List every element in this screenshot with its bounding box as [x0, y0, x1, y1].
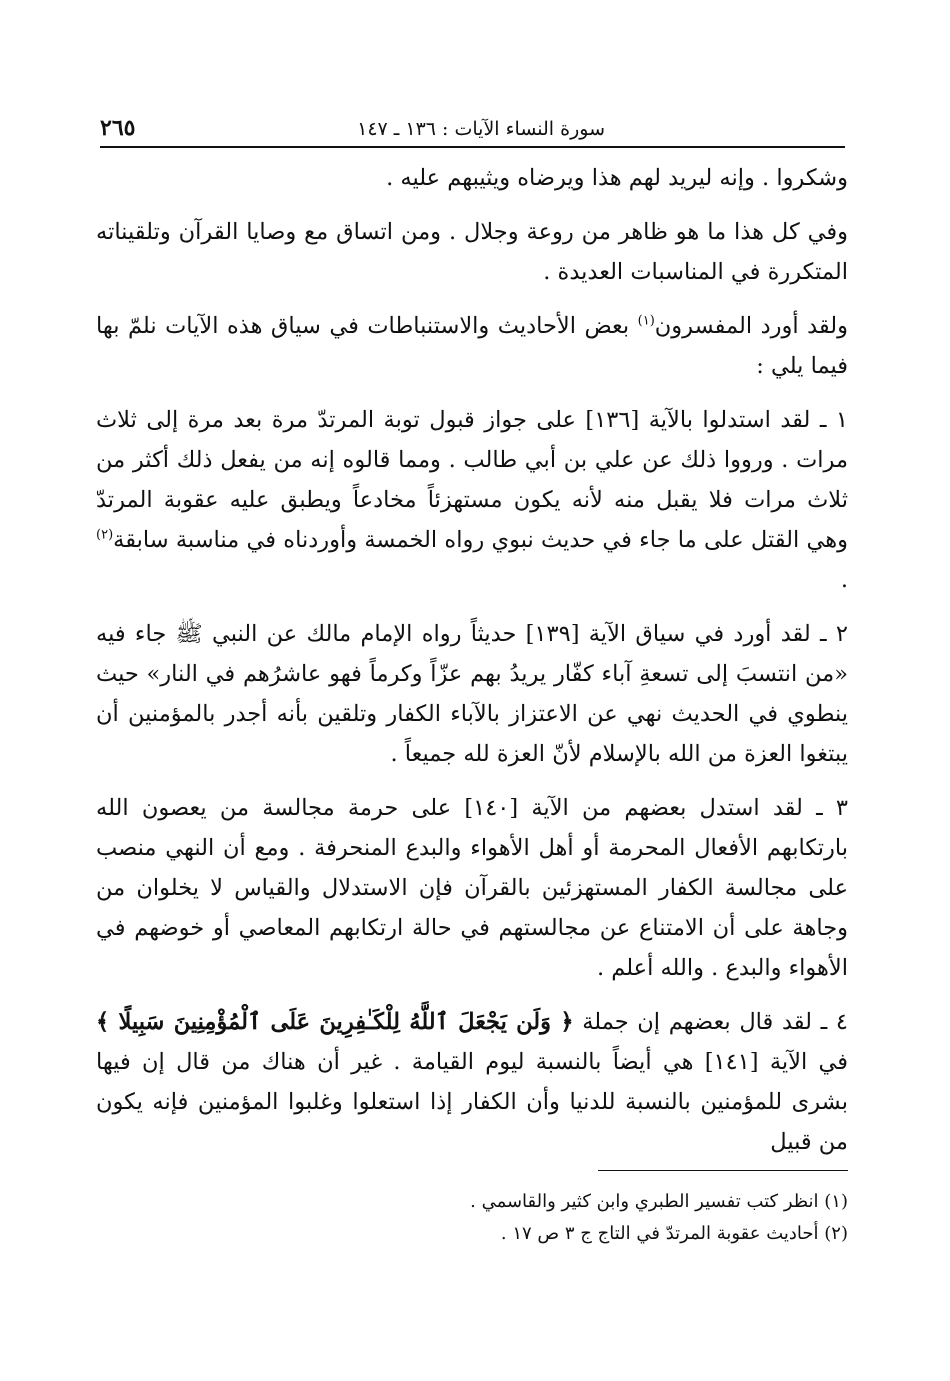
paragraph-6: ٣ ـ لقد استدل بعضهم من الآية [١٤٠] على حرمة مجالسة من يعصون الله بارتكابهم الأفعال المحرمة أو أهل الأهواء والبدع المنحرفة . ومع أن النهي منصب على مجالسة الكفار المستهزئين بالقرآن فإن الاستدلال والقياس لا يخلوان من وجاهة على أن الامتناع عن مجالستهم في حالة ارتكابهم المعاصي أو خوضهم في الأهواء والبدع . والله أعلم . [96, 795, 848, 981]
footnotes [96, 1186, 848, 1250]
page-header [100, 112, 845, 148]
paragraph-2: وفي كل هذا ما هو ظاهر من روعة وجلال . ومن اتساق مع وصايا القرآن وتلقيناته المتكررة في المناسبات العديدة . [96, 219, 848, 285]
paragraph-7-text-a: ٤ ـ لقد قال بعضهم إن جملة [573, 1009, 848, 1035]
paragraph-7-text-b: في الآية [١٤١] هي أيضاً بالنسبة ليوم القيامة . غير أن هناك من قال إن فيها بشرى للمؤمنين بالنسبة للدنيا وأن الكفار إذا استعلوا وغلبوا المؤمنين فإنه يكون من قبيل [96, 1049, 848, 1155]
page-number: ٢٦٥ [100, 115, 136, 141]
paragraph-3 [96, 306, 848, 386]
paragraph-4-text-a: ١ ـ لقد استدلوا بالآية [١٣٦] على جواز قبول توبة المرتدّ مرة بعد مرة إلى ثلاث مرات . ورووا ذلك عن علي بن أبي طالب . ومما قالوه إنه من يفعل ذلك أكثر من ثلاث مرات فلا يقبل منه لأنه يكون مستهزئاً مخادعاً ويطبق عليه عقوبة المرتدّ وهي القتل على ما جاء في حديث نبوي رواه الخمسة وأوردناه في مناسبة سابقة [96, 407, 848, 553]
paragraph-3-text-b: بعض الأحاديث والاستنباطات في سياق هذه الآيات نلمّ بها فيما يلي : [96, 313, 848, 379]
footnote-2: (٢) أحاديث عقوبة المرتدّ في التاج ج ٣ ص ١٧ . [500, 1223, 848, 1244]
paragraph-4-text-b: . [840, 567, 848, 593]
quran-verse: ﴿ وَلَن يَجْعَلَ ٱللَّهُ لِلْكَـٰفِرِينَ عَلَى ٱلْمُؤْمِنِينَ سَبِيلًا ﴾ [96, 1009, 574, 1035]
footnote-ref-1: (١) [637, 313, 655, 329]
paragraph-3-text-a: ولقد أورد المفسرون [654, 313, 848, 339]
footnote-ref-2: (٢) [96, 527, 114, 543]
paragraph-7 [96, 1002, 848, 1162]
footnote-1: (١) انظر كتب تفسير الطبري وابن كثير والقاسمي . [470, 1191, 848, 1212]
body-text [96, 158, 848, 1168]
paragraph-5: ٢ ـ لقد أورد في سياق الآية [١٣٩] حديثاً رواه الإمام مالك عن النبي ﷺ جاء فيه «من انتسبَ إلى تسعةِ آباء كفّار يريدُ بهم عزّاً وكرماً فهو عاشرُهم في النار» حيث ينطوي في الحديث نهي عن الاعتزاز بالآباء الكفار وتلقين بأنه أجدر بالمؤمنين أن يبتغوا العزة من الله بالإسلام لأنّ العزة لله جميعاً . [96, 621, 848, 767]
footnote-divider [598, 1170, 848, 1171]
running-title: سورة النساء الآيات : ١٣٦ ـ ١٤٧ [357, 118, 605, 140]
paragraph-4 [96, 400, 848, 600]
paragraph-1: وشكروا . وإنه ليريد لهم هذا ويرضاه ويثيبهم عليه . [386, 165, 848, 191]
